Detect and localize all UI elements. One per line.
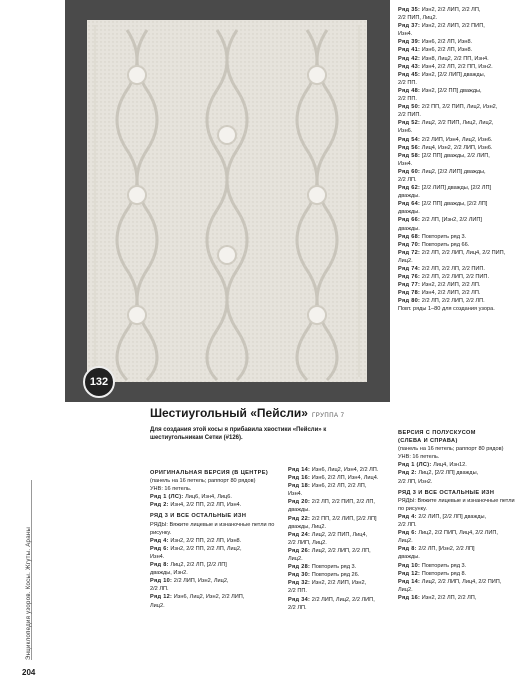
instruction-row bbox=[398, 46, 518, 54]
row-text: дважды, Изн2. bbox=[150, 570, 188, 577]
row-text: Лиц4, Изн2, 2/2 ЛИП, Изн6. bbox=[421, 144, 493, 151]
row-text: Лиц2. bbox=[398, 538, 413, 545]
instruction-row bbox=[398, 200, 518, 208]
row-text: Повторить ряд 26. bbox=[311, 572, 360, 579]
row-label: Ряд 64: bbox=[398, 201, 421, 208]
pattern-title bbox=[150, 406, 345, 420]
instruction-row bbox=[398, 208, 518, 216]
row-label: Ряд 39: bbox=[398, 39, 421, 46]
instruction-row bbox=[288, 563, 388, 571]
row-list bbox=[150, 493, 280, 509]
row-text: дважды, Лиц2. bbox=[288, 523, 327, 530]
row-text: 2/2 ПП, 2/2 ЛИП, [2/2 ЛП] bbox=[311, 515, 377, 522]
row-label: Ряд 16: bbox=[398, 594, 421, 601]
row-list bbox=[398, 461, 518, 485]
row-text: Изн4. bbox=[288, 491, 303, 498]
row-text: 2/2 ЛП, [Изн2, 2/2 ЛП] bbox=[418, 546, 475, 553]
row-text: 2/2 ЛП, 2/2 ЛИП, 2/2 ЛП. bbox=[421, 298, 485, 305]
instruction-row bbox=[398, 529, 518, 537]
row-label: Ряд 34: bbox=[288, 596, 311, 603]
row-text: 2/2 ЛИП, Изн2, Лиц2, bbox=[173, 578, 229, 585]
instruction-row bbox=[288, 498, 388, 506]
row-text: Лиц4, Изн12. bbox=[433, 462, 467, 469]
instruction-row bbox=[288, 555, 388, 563]
section-note: РЯДЫ: Вяжите лицевые и изнаночные петли по рисунку. bbox=[150, 521, 275, 536]
pattern-number-badge: 132 bbox=[83, 366, 115, 398]
instruction-row bbox=[398, 168, 518, 176]
instruction-row bbox=[288, 604, 388, 612]
row-label: Ряд 14: bbox=[398, 578, 421, 585]
row-text: Лиц2, 2/2 ПИП, Лиц4, bbox=[311, 531, 368, 538]
row-label: Ряд 70: bbox=[398, 241, 421, 248]
row-text: 2/2 ЛИП, Лиц2, 2/2 ЛИП, bbox=[311, 596, 375, 603]
row-label: Ряд 77: bbox=[398, 282, 421, 289]
half-cable-version-column bbox=[398, 426, 518, 602]
row-label: Ряд 42: bbox=[398, 55, 421, 62]
row-label: Ряд 26: bbox=[288, 547, 311, 554]
row-text: дважды. bbox=[398, 225, 420, 232]
instruction-row bbox=[398, 562, 518, 570]
row-text: дважды. bbox=[288, 507, 310, 514]
row-text: Изн6, Лиц2, Изн4, 2/2 ЛП. bbox=[311, 467, 379, 473]
row-text: Изн2, 2/2 ПП, 2/2 ЛП, Лиц2, bbox=[170, 545, 242, 552]
row-label: Ряд 41: bbox=[398, 47, 421, 54]
row-text: Лиц2, 2/2 ЛП, [2/2 ЛП] bbox=[170, 562, 227, 569]
instruction-row bbox=[398, 553, 518, 561]
book-title-vertical: Энциклопедия узоров. Косы. Жгуты. Араны bbox=[26, 526, 32, 660]
row-text: Изн4, 2/2 ЛП, 2/2 ПП, Изн2. bbox=[421, 63, 493, 70]
instruction-row bbox=[398, 144, 518, 152]
instruction-row bbox=[398, 119, 518, 127]
row-text: 2/2 ЛП, 2/2 ЛИП, Лиц4, 2/2 ПИП, bbox=[421, 249, 506, 256]
row-label: Ряд 16: bbox=[288, 475, 311, 482]
row-label: Ряд 54: bbox=[398, 136, 421, 143]
instruction-row bbox=[398, 513, 518, 521]
instruction-row bbox=[398, 184, 518, 192]
row-text: Изн2, [2/2 ПП] дважды, bbox=[421, 87, 482, 94]
instruction-row bbox=[288, 539, 388, 547]
instruction-row bbox=[288, 474, 388, 482]
row-text: Лиц2. bbox=[288, 556, 303, 563]
row-label: Ряд 48: bbox=[398, 87, 421, 94]
row-label: Ряд 6: bbox=[150, 545, 169, 552]
row-text: 2/2 ЛП. bbox=[398, 522, 417, 529]
instruction-row bbox=[288, 490, 388, 498]
instruction-row bbox=[150, 577, 280, 585]
instruction-row bbox=[288, 515, 388, 523]
row-label: Ряд 24: bbox=[288, 531, 311, 538]
row-label: Ряд 76: bbox=[398, 274, 421, 281]
row-label: Ряд 12: bbox=[150, 594, 173, 601]
row-text: 2/2 ПИП. bbox=[398, 112, 421, 119]
row-label: Ряд 43: bbox=[398, 63, 421, 70]
instruction-row bbox=[398, 63, 518, 71]
instruction-row bbox=[398, 176, 518, 184]
row-text: Лиц2, 2/2 ЛИП, Лиц4, 2/2 ПИП, bbox=[421, 578, 502, 585]
instruction-row bbox=[398, 192, 518, 200]
page-number: 204 bbox=[22, 668, 36, 677]
row-text: Изн6. bbox=[398, 128, 413, 135]
instruction-row bbox=[398, 469, 518, 477]
instruction-row bbox=[398, 297, 518, 305]
section-note: РЯДЫ: Вяжите лицевые и изнаночные петли по рисунку. bbox=[398, 497, 515, 512]
row-label: Ряд 62: bbox=[398, 185, 421, 192]
row-text: 2/2 ЛП, 2/2 ЛИП, 2/2 ПИП. bbox=[421, 274, 490, 281]
row-text: Изн6, 2/2 ЛП, Изн8. bbox=[421, 39, 473, 46]
instruction-row bbox=[398, 152, 518, 160]
row-text: Лиц2. bbox=[150, 602, 165, 609]
swatch-photo bbox=[65, 0, 390, 402]
row-text: Изн4, 2/2 ПП, 2/2 ЛП, Изн4. bbox=[170, 502, 242, 509]
row-text: 2/2 ЛИП, Изн4, Лиц2, Изн6. bbox=[421, 136, 493, 143]
row-text: Изн4. bbox=[150, 553, 165, 560]
row-text: Лиц2, [2/2 ЛП] дважды, bbox=[418, 470, 479, 477]
row-label: Ряд 32: bbox=[288, 580, 311, 587]
row-label: Ряд 35: bbox=[398, 7, 421, 13]
row-text: 2/2 ЛП, 2/2 ПИП, 2/2 ЛП, bbox=[311, 499, 375, 506]
row-label: Ряд 68: bbox=[398, 233, 421, 240]
instruction-row bbox=[398, 111, 518, 119]
row-text: Изн4. bbox=[398, 31, 413, 38]
instruction-row bbox=[398, 461, 518, 469]
row-label: Ряд 4: bbox=[150, 537, 169, 544]
row-text: Изн4, 2/2 ЛИП, 2/2 ЛП. bbox=[421, 290, 481, 297]
row-label: Ряд 14: bbox=[288, 467, 311, 473]
row-label: Ряд 20: bbox=[288, 499, 311, 506]
row-text: Лиц2. bbox=[398, 586, 413, 593]
instruction-row bbox=[398, 160, 518, 168]
instruction-row bbox=[150, 602, 280, 610]
instruction-row bbox=[398, 478, 518, 486]
row-text: 2/2 ПП, 2/2 ПИП, Лиц2, Изн2, bbox=[421, 104, 498, 111]
row-label: Ряд 6: bbox=[398, 530, 417, 537]
row-text: [2/2 ПП] дважды, [2/2 ЛП] bbox=[421, 201, 488, 208]
row-text: дважды. bbox=[398, 554, 420, 561]
row-text: Изн2, 2/2 ЛИП, 2/2 ЛП. bbox=[421, 282, 481, 289]
row-text: Изн6, 2/2 ЛП, Изн4, Лиц4. bbox=[311, 475, 379, 482]
row-text: 2/2 ЛП, 2/2 ЛП, 2/2 ПИП. bbox=[421, 266, 485, 272]
cable-pattern-illustration bbox=[87, 20, 367, 382]
row-label: Ряд 72: bbox=[398, 249, 421, 256]
stitch-count: УНВ: 16 петель. bbox=[398, 454, 440, 461]
row-text: Повторить ряд 8. bbox=[421, 570, 467, 577]
instruction-row bbox=[398, 289, 518, 297]
row-text: Изн6, 2/2 ЛП, 2/2 ЛП, bbox=[311, 483, 367, 490]
row-text: 2/2 ПП. bbox=[288, 588, 307, 595]
instruction-row bbox=[398, 281, 518, 289]
instruction-row bbox=[398, 87, 518, 95]
row-label: Ряд 12: bbox=[398, 570, 421, 577]
section-heading: РЯД 3 И ВСЕ ОСТАЛЬНЫЕ ИЗН bbox=[150, 513, 247, 520]
row-list bbox=[398, 513, 518, 602]
instruction-row bbox=[150, 553, 280, 561]
row-text: Повторить ряд 3. bbox=[421, 562, 467, 569]
instruction-row bbox=[150, 545, 280, 553]
instructions-continued bbox=[398, 6, 518, 314]
section-heading: РЯД 3 И ВСЕ ОСТАЛЬНЫЕ ИЗН bbox=[398, 489, 495, 496]
row-text: Изн4. bbox=[398, 160, 413, 167]
row-label: Ряд 8: bbox=[150, 562, 169, 569]
instruction-row bbox=[150, 593, 280, 601]
row-text: [2/2 ЛИП] дважды, [2/2 ЛП] bbox=[421, 185, 492, 192]
row-text: 2/2 ЛП. bbox=[288, 604, 307, 611]
instruction-row bbox=[398, 216, 518, 224]
row-text: [2/2 ПП] дважды, 2/2 ЛИП, bbox=[421, 152, 490, 159]
instruction-row bbox=[150, 585, 280, 593]
row-label: Ряд 2: bbox=[398, 470, 417, 477]
panel-info: (панель на 16 петель; раппорт 80 рядов) bbox=[398, 446, 504, 453]
instruction-row bbox=[150, 569, 280, 577]
instruction-row bbox=[398, 14, 518, 22]
instruction-row bbox=[398, 38, 518, 46]
row-label: Ряд 2: bbox=[150, 502, 169, 509]
row-label: Ряд 1 (ЛС): bbox=[150, 494, 184, 501]
row-label: Ряд 80: bbox=[398, 298, 421, 305]
instruction-row bbox=[398, 578, 518, 586]
row-label: Ряд 8: bbox=[398, 546, 417, 553]
instruction-row bbox=[150, 501, 280, 509]
half-version-subheading: (СЛЕВА И СПРАВА) bbox=[398, 438, 458, 445]
row-text: 2/2 ЛП, Изн2. bbox=[398, 478, 433, 485]
row-text: Изн2, 2/2 ЛИП, 2/2 ПИП, bbox=[421, 23, 485, 30]
instruction-row bbox=[398, 257, 518, 265]
row-text: Лиц6, Изн4, Лиц6. bbox=[185, 494, 232, 501]
instruction-row bbox=[288, 482, 388, 490]
instruction-row bbox=[398, 79, 518, 87]
row-label: Ряд 10: bbox=[150, 578, 173, 585]
instruction-row bbox=[288, 523, 388, 531]
instruction-row bbox=[398, 305, 518, 313]
instruction-row bbox=[398, 594, 518, 602]
row-list bbox=[150, 537, 280, 610]
row-label: Ряд 52: bbox=[398, 120, 421, 127]
row-label: Ряд 4: bbox=[398, 513, 417, 520]
instruction-row bbox=[398, 273, 518, 281]
row-text: дважды. bbox=[398, 209, 420, 216]
row-text: 2/2 ЛИП, Лиц2. bbox=[288, 539, 327, 546]
row-text: Изн6, Лиц2, Изн2, 2/2 ЛИП, bbox=[173, 594, 245, 601]
instruction-row bbox=[398, 127, 518, 135]
row-text: Изн2, 2/2 ЛИП, 2/2 ЛП, bbox=[421, 7, 481, 13]
instruction-row bbox=[398, 136, 518, 144]
original-version-continued bbox=[288, 466, 388, 612]
instruction-row bbox=[398, 537, 518, 545]
instruction-row bbox=[398, 586, 518, 594]
instruction-row bbox=[398, 22, 518, 30]
instruction-row bbox=[288, 531, 388, 539]
instruction-row bbox=[288, 579, 388, 587]
instruction-row bbox=[398, 521, 518, 529]
row-text: Лиц2. bbox=[398, 257, 413, 264]
instruction-row bbox=[398, 545, 518, 553]
row-label: Ряд 56: bbox=[398, 144, 421, 151]
instruction-row bbox=[398, 233, 518, 241]
row-text: Изн6, 2/2 ЛП, Изн8. bbox=[421, 47, 473, 54]
row-label: Ряд 78: bbox=[398, 290, 421, 297]
instruction-row bbox=[398, 71, 518, 79]
instruction-row bbox=[398, 55, 518, 63]
row-text: Изн2, [2/2 ЛИП] дважды, bbox=[421, 71, 486, 78]
instruction-row bbox=[398, 225, 518, 233]
row-label: Ряд 30: bbox=[288, 572, 311, 579]
instruction-row bbox=[398, 6, 518, 14]
row-text: Изн2, 2/2 ПП, 2/2 ЛП, Изн8. bbox=[170, 537, 242, 544]
row-label: Ряд 74: bbox=[398, 266, 421, 272]
row-text: 2/2 ЛИП, [2/2 ЛП] дважды, bbox=[418, 513, 487, 520]
row-text: Изн2, 2/2 ЛИП, Изн2, bbox=[311, 580, 367, 587]
row-text: 2/2 ЛП, [Изн2, 2/2 ЛИП] bbox=[421, 217, 482, 224]
group-label: ГРУППА 7 bbox=[311, 413, 345, 419]
knitted-swatch bbox=[87, 20, 367, 382]
row-text: Изн8, Лиц2, 2/2 ПП, Изн4. bbox=[421, 55, 489, 62]
instruction-row bbox=[150, 561, 280, 569]
row-text: Повт. ряды 1–80 для создания узора. bbox=[398, 306, 495, 313]
instruction-row bbox=[150, 537, 280, 545]
row-text: 2/2 ПИП, Лиц2. bbox=[398, 15, 438, 22]
half-version-heading: ВЕРСИЯ С ПОЛУСКУСОМ bbox=[398, 430, 476, 436]
row-text: 2/2 ЛП. bbox=[398, 176, 417, 183]
row-text: Повторить ряд 3. bbox=[421, 233, 467, 240]
instruction-row bbox=[288, 547, 388, 555]
row-text: Лиц2, 2/2 ПИП, Лиц4, 2/2 ЛИП, bbox=[418, 530, 498, 537]
row-label: Ряд 58: bbox=[398, 152, 421, 159]
row-text: Лиц2, [2/2 ЛИП] дважды, bbox=[421, 168, 486, 175]
row-text: Повторить ряд 66. bbox=[421, 241, 470, 248]
row-text: 2/2 ПП. bbox=[398, 79, 417, 86]
row-label: Ряд 60: bbox=[398, 168, 421, 175]
instruction-row bbox=[398, 95, 518, 103]
row-text: Лиц2, 2/2 ЛИП, 2/2 ЛП, bbox=[311, 547, 371, 554]
row-label: Ряд 18: bbox=[288, 483, 311, 490]
instruction-row bbox=[398, 30, 518, 38]
panel-info: (панель на 16 петель; раппорт 80 рядов) bbox=[150, 478, 256, 485]
pattern-title-text: Шестиугольный «Пейсли» bbox=[150, 406, 308, 420]
row-label: Ряд 22: bbox=[288, 515, 311, 522]
instruction-row bbox=[398, 570, 518, 578]
row-text: Повторить ряд 3. bbox=[311, 564, 357, 571]
row-label: Ряд 10: bbox=[398, 562, 421, 569]
row-label: Ряд 66: bbox=[398, 217, 421, 224]
row-label: Ряд 28: bbox=[288, 564, 311, 571]
instruction-row bbox=[398, 241, 518, 249]
instruction-row bbox=[288, 571, 388, 579]
row-label: Ряд 50: bbox=[398, 104, 421, 111]
row-text: 2/2 ПП. bbox=[398, 96, 417, 103]
instruction-row bbox=[398, 103, 518, 111]
row-label: Ряд 1 (ЛС): bbox=[398, 462, 432, 469]
instruction-row bbox=[288, 596, 388, 604]
row-text: Лиц2, 2/2 ПИП, Лиц2, Лиц2, bbox=[421, 120, 494, 127]
row-text: дважды. bbox=[398, 193, 420, 200]
pattern-intro: Для создания этой косы я прибавила хвостики «Пейсли» к шестиугольникам Сетки (#126). bbox=[150, 427, 327, 441]
instruction-row bbox=[288, 506, 388, 514]
row-text: Изн2, 2/2 ЛП, 2/2 ЛП, bbox=[421, 594, 477, 601]
instruction-row bbox=[398, 249, 518, 257]
instruction-row bbox=[288, 466, 388, 474]
original-version-column bbox=[150, 466, 280, 610]
row-text: 2/2 ЛП. bbox=[150, 586, 169, 593]
instruction-row bbox=[150, 493, 280, 501]
instruction-row bbox=[398, 265, 518, 273]
row-label: Ряд 37: bbox=[398, 23, 421, 30]
instruction-row bbox=[288, 587, 388, 595]
row-label: Ряд 45: bbox=[398, 71, 421, 78]
original-version-heading: ОРИГИНАЛЬНАЯ ВЕРСИЯ (В ЦЕНТРЕ) bbox=[150, 470, 269, 476]
stitch-count: УНВ: 16 петель. bbox=[150, 486, 192, 493]
